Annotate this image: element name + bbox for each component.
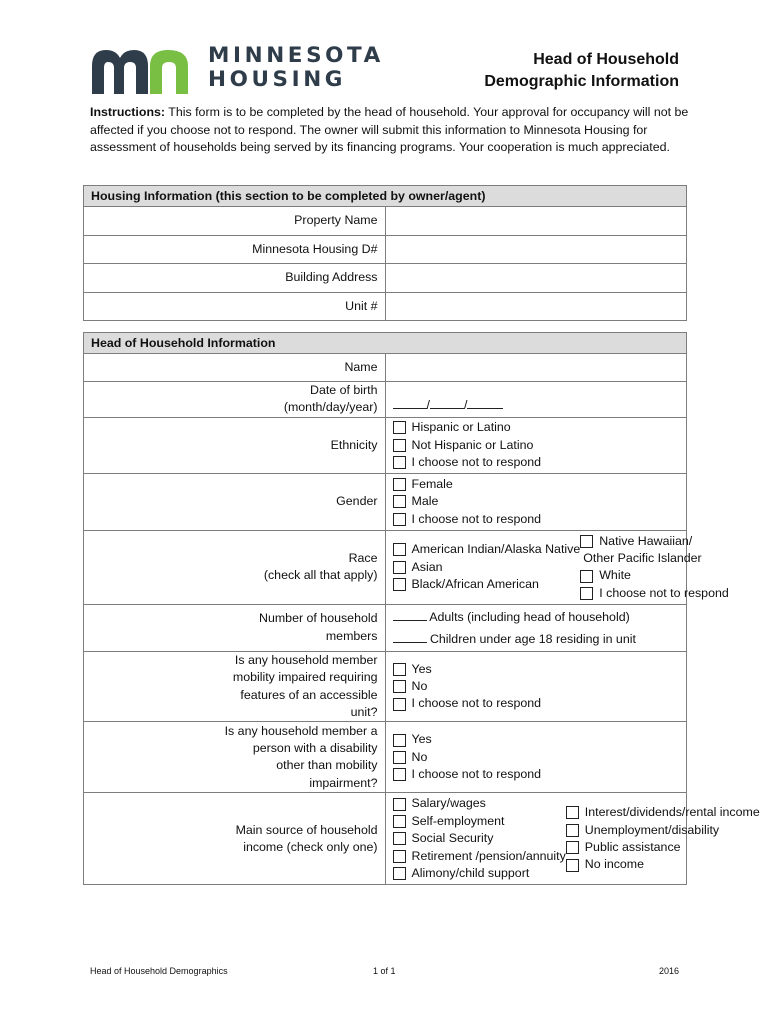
option-label: Social Security xyxy=(411,831,494,846)
name-field[interactable] xyxy=(385,354,687,382)
income-salary-checkbox[interactable] xyxy=(393,798,406,811)
mobility-label-line: unit? xyxy=(350,705,378,720)
option-label: Hispanic or Latino xyxy=(411,420,511,435)
disability-label-line: other than mobility xyxy=(276,758,378,773)
disability-yes-checkbox[interactable] xyxy=(393,734,406,747)
building-address-field[interactable] xyxy=(385,264,687,293)
dob-sep-1: / xyxy=(426,398,430,413)
dob-label xyxy=(84,382,386,418)
disability-no-checkbox[interactable] xyxy=(393,751,406,764)
income-label xyxy=(84,793,386,885)
building-address-label: Building Address xyxy=(84,264,386,293)
adults-label: Adults (including head of household) xyxy=(429,609,630,624)
income-interest-checkbox[interactable] xyxy=(566,806,579,819)
mobility-label-line: Is any household member xyxy=(234,652,378,667)
option-label: No xyxy=(411,749,428,764)
gender-label: Gender xyxy=(84,473,386,530)
option-label: Retirement /pension/annuity xyxy=(411,848,566,863)
income-label-line1: Main source of household xyxy=(235,822,378,837)
instructions-label: Instructions: xyxy=(90,105,166,119)
option-label: I choose not to respond xyxy=(411,696,542,711)
members-label-line2: members xyxy=(325,628,378,643)
gender-no-response-checkbox[interactable] xyxy=(393,513,406,526)
race-label-line1: Race xyxy=(348,550,378,565)
option-label: No income xyxy=(584,857,645,872)
option-label-continued: Other Pacific Islander xyxy=(583,550,702,565)
members-label-line1: Number of household xyxy=(259,611,378,626)
income-social-security-checkbox[interactable] xyxy=(393,832,406,845)
mobility-no-response-checkbox[interactable] xyxy=(393,698,406,711)
gender-male-checkbox[interactable] xyxy=(393,495,406,508)
children-count-blank[interactable] xyxy=(393,630,427,643)
race-no-response-checkbox[interactable] xyxy=(580,587,593,600)
property-name-field[interactable] xyxy=(385,207,687,236)
footer-doc-name: Head of Household Demographics xyxy=(90,966,228,976)
dob-label-line2: (month/day/year) xyxy=(283,400,378,415)
income-public-assistance-checkbox[interactable] xyxy=(566,841,579,854)
race-black-checkbox[interactable] xyxy=(393,578,406,591)
income-options xyxy=(385,793,760,885)
logo-text-line1: MINNESOTA xyxy=(208,43,384,68)
gender-options xyxy=(385,473,687,530)
option-label: I choose not to respond xyxy=(411,511,542,526)
option-label: Unemployment/disability xyxy=(584,822,720,837)
income-retirement-checkbox[interactable] xyxy=(393,850,406,863)
race-options xyxy=(385,530,729,604)
mobility-yes-checkbox[interactable] xyxy=(393,663,406,676)
disability-options xyxy=(385,722,687,793)
page-title xyxy=(484,49,679,93)
housing-info-table xyxy=(83,185,687,321)
option-label: Alimony/child support xyxy=(411,866,530,881)
adults-count-blank[interactable] xyxy=(393,608,427,621)
option-label: I choose not to respond xyxy=(411,767,542,782)
property-name-label: Property Name xyxy=(84,207,386,236)
footer-page-number: 1 of 1 xyxy=(373,966,396,976)
income-label-line2: income (check only one) xyxy=(243,839,378,854)
income-none-checkbox[interactable] xyxy=(566,859,579,872)
disability-label xyxy=(84,722,386,793)
race-asian-checkbox[interactable] xyxy=(393,561,406,574)
option-label: Not Hispanic or Latino xyxy=(411,437,534,452)
footer-year: 2016 xyxy=(659,966,680,976)
option-label: I choose not to respond xyxy=(411,455,542,469)
income-unemployment-checkbox[interactable] xyxy=(566,824,579,837)
mobility-no-checkbox[interactable] xyxy=(393,680,406,693)
option-label: Salary/wages xyxy=(411,796,486,811)
option-label: Female xyxy=(411,476,453,491)
disability-label-line: person with a disability xyxy=(252,741,378,756)
disability-label-line: Is any household member a xyxy=(224,723,378,738)
ethnicity-label: Ethnicity xyxy=(84,417,386,473)
mobility-label-line: mobility impaired requiring xyxy=(232,670,378,685)
title-line2: Demographic Information xyxy=(484,73,679,90)
option-label: Public assistance xyxy=(584,839,681,854)
ethnicity-not-hispanic-checkbox[interactable] xyxy=(393,439,406,452)
housing-d-number-label: Minnesota Housing D# xyxy=(84,235,386,264)
mobility-options xyxy=(385,651,687,722)
option-label: Male xyxy=(411,494,439,509)
gender-female-checkbox[interactable] xyxy=(393,478,406,491)
race-label xyxy=(84,530,386,604)
option-label: Native Hawaiian/ xyxy=(599,533,693,548)
household-members-fields xyxy=(385,604,687,651)
hoh-info-header: Head of Household Information xyxy=(84,333,687,354)
income-alimony-checkbox[interactable] xyxy=(393,867,406,880)
race-label-line2: (check all that apply) xyxy=(263,568,378,583)
housing-info-header: Housing Information (this section to be completed by owner/agent) xyxy=(84,186,687,207)
ethnicity-no-response-checkbox[interactable] xyxy=(393,456,406,469)
option-label: I choose not to respond xyxy=(599,585,729,600)
race-white-checkbox[interactable] xyxy=(580,570,593,583)
income-self-employment-checkbox[interactable] xyxy=(393,815,406,828)
household-members-label xyxy=(84,604,386,651)
dob-day-blank[interactable] xyxy=(430,396,464,409)
option-label: Black/African American xyxy=(411,577,539,591)
option-label: No xyxy=(411,678,428,693)
housing-d-number-field[interactable] xyxy=(385,235,687,264)
name-label: Name xyxy=(84,354,386,382)
option-label: Interest/dividends/rental income xyxy=(584,805,760,820)
option-label: White xyxy=(599,568,631,583)
minnesota-housing-logo xyxy=(90,43,384,96)
mh-logo-mark-icon xyxy=(90,44,198,96)
dob-field[interactable] xyxy=(385,382,687,418)
title-line1: Head of Household xyxy=(533,51,679,68)
race-native-hawaiian-checkbox[interactable] xyxy=(580,535,593,548)
mobility-label-line: features of an accessible xyxy=(240,687,378,702)
mobility-label xyxy=(84,651,386,722)
option-label: American Indian/Alaska Native xyxy=(411,542,581,557)
option-label: Asian xyxy=(411,559,443,574)
instructions-paragraph xyxy=(90,104,690,157)
ethnicity-options xyxy=(385,417,687,473)
ethnicity-hispanic-checkbox[interactable] xyxy=(393,421,406,434)
unit-number-label: Unit # xyxy=(84,292,386,321)
dob-label-line1: Date of birth xyxy=(310,383,378,397)
children-label: Children under age 18 residing in unit xyxy=(429,631,636,646)
dob-sep-2: / xyxy=(463,398,468,413)
race-american-indian-checkbox[interactable] xyxy=(393,543,406,556)
option-label: Self-employment xyxy=(411,813,505,828)
logo-text-line2: HOUSING xyxy=(208,67,347,92)
option-label: Yes xyxy=(411,732,432,747)
head-of-household-table xyxy=(83,332,760,885)
unit-number-field[interactable] xyxy=(385,292,687,321)
disability-no-response-checkbox[interactable] xyxy=(393,768,406,781)
disability-label-line: impairment? xyxy=(309,775,378,790)
dob-month-blank[interactable] xyxy=(393,396,427,409)
dob-year-blank[interactable] xyxy=(467,396,503,409)
option-label: Yes xyxy=(411,661,432,676)
instructions-text: This form is to be completed by the head of household. Your approval for occupancy will not be affected if you choose not to respond. The owner will submit this information to Minnesota Housing for assessment of households being served by its financing programs. Your cooperation is much appreciated. xyxy=(90,105,689,155)
